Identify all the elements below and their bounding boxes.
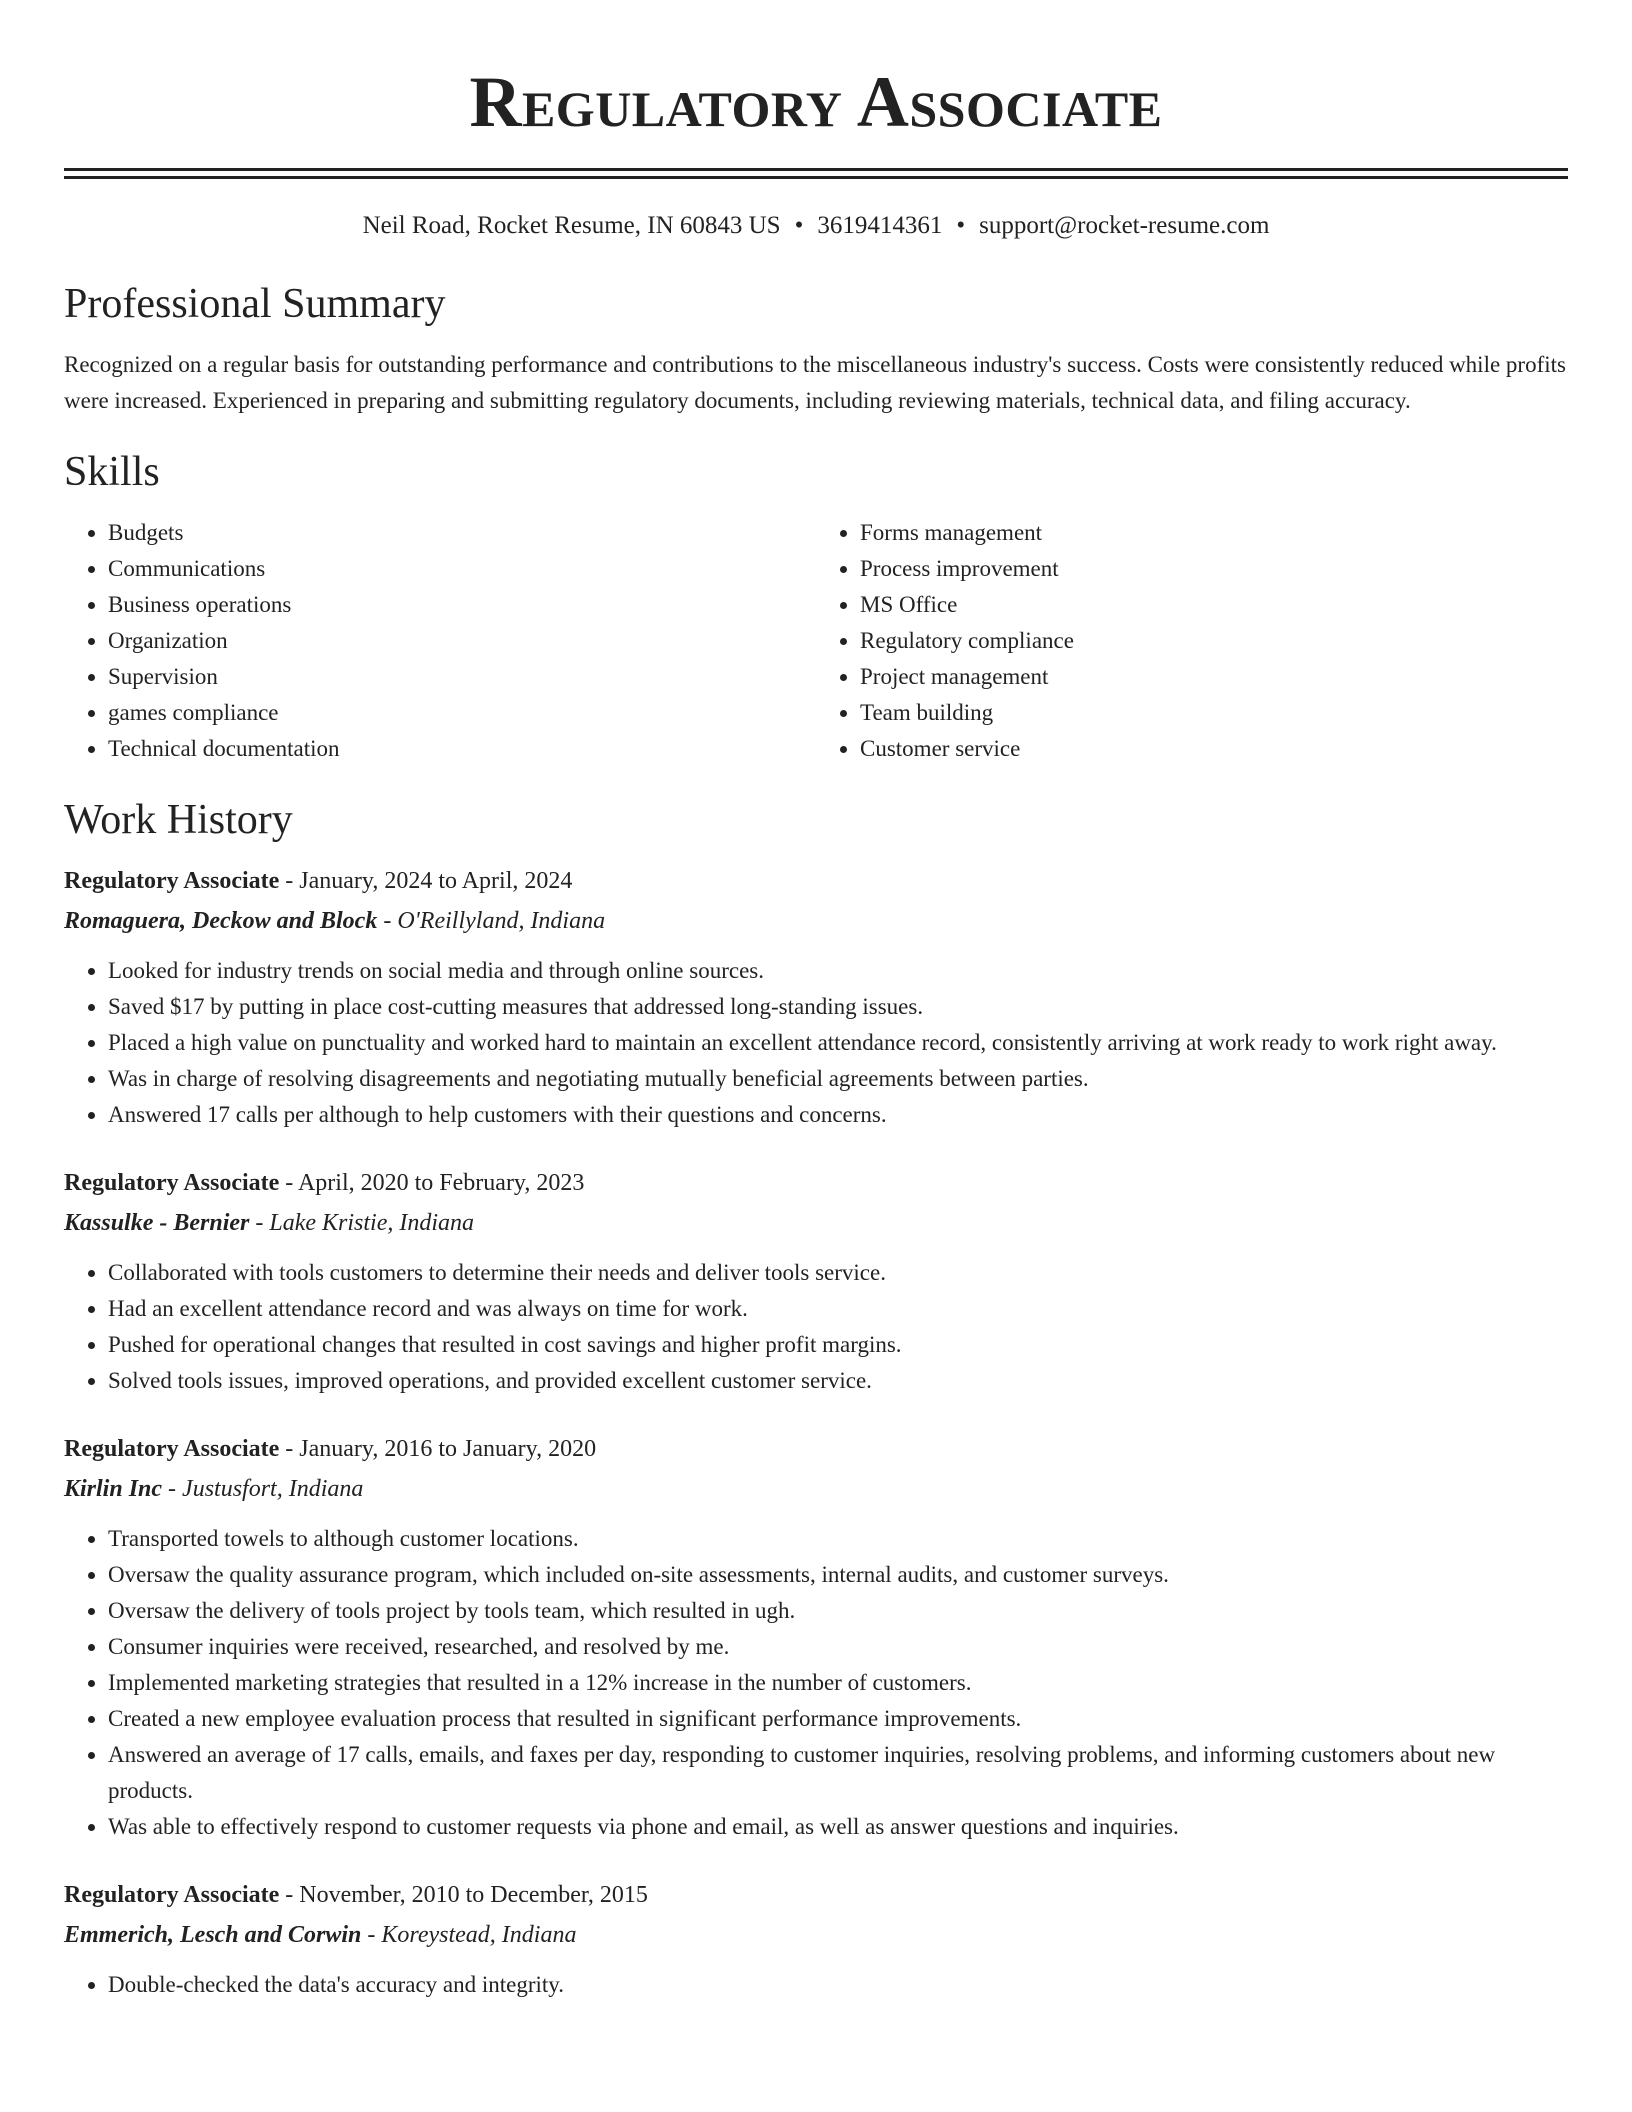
- skill-item: • Supervision: [108, 659, 816, 695]
- job-title-line: [64, 1429, 1568, 1469]
- title-divider: [64, 168, 1568, 179]
- job-bullet: • Looked for industry trends on social media and through online sources.: [108, 953, 1568, 989]
- job-bullets: [64, 953, 1568, 1133]
- job-bullet: • Was in charge of resolving disagreements and negotiating mutually beneficial agreements between parties.: [108, 1061, 1568, 1097]
- skill-item: • MS Office: [860, 587, 1568, 623]
- skill-item: • Forms management: [860, 515, 1568, 551]
- job-bullet: • Had an excellent attendance record and was always on time for work.: [108, 1291, 1568, 1327]
- job-bullet: • Oversaw the delivery of tools project by tools team, which resulted in ugh.: [108, 1593, 1568, 1629]
- skill-item: • Project management: [860, 659, 1568, 695]
- skills-list: [64, 515, 1568, 767]
- job-company: Kirlin Inc: [64, 1476, 163, 1502]
- job-role: Regulatory Associate: [64, 1170, 280, 1196]
- job-location: - Koreystead, Indiana: [361, 1922, 577, 1948]
- job-entry: [64, 1163, 1568, 1399]
- job-bullet: • Answered an average of 17 calls, emails, and faxes per day, responding to customer inquiries, resolving problems, and informing customers about new products.: [108, 1737, 1568, 1809]
- skill-item: • Organization: [108, 623, 816, 659]
- job-bullet: • Created a new employee evaluation process that resulted in significant performance improvements.: [108, 1701, 1568, 1737]
- work-history-heading: Work History: [64, 797, 293, 843]
- job-company-line: [64, 1915, 1568, 1955]
- summary-heading: Professional Summary: [64, 281, 446, 327]
- skills-column-left: [64, 515, 816, 767]
- contact-phone: 3619414361: [817, 212, 943, 239]
- skill-item: • Customer service: [860, 731, 1568, 767]
- job-role: Regulatory Associate: [64, 868, 280, 894]
- job-dates: - January, 2016 to January, 2020: [279, 1436, 597, 1462]
- job-company: Romaguera, Deckow and Block: [64, 908, 378, 934]
- job-bullet: • Solved tools issues, improved operations, and provided excellent customer service.: [108, 1363, 1568, 1399]
- summary-text: Recognized on a regular basis for outstanding performance and contributions to the miscellaneous industry's success. Costs were consistently reduced while profits were increased. Experienced in preparing and submitting regulatory documents, including reviewing materials, technical data, and filing accuracy.: [64, 352, 1566, 413]
- skill-item: • Regulatory compliance: [860, 623, 1568, 659]
- job-bullet: • Collaborated with tools customers to determine their needs and deliver tools service.: [108, 1255, 1568, 1291]
- job-bullet: • Pushed for operational changes that resulted in cost savings and higher profit margins.: [108, 1327, 1568, 1363]
- contact-address: Neil Road, Rocket Resume, IN 60843 US: [362, 212, 781, 239]
- page-title: Regulatory Associate: [469, 62, 1163, 142]
- skill-item: • Technical documentation: [108, 731, 816, 767]
- job-location: - Lake Kristie, Indiana: [249, 1210, 475, 1236]
- job-title-line: [64, 861, 1568, 901]
- job-location: - O'Reillyland, Indiana: [377, 908, 606, 934]
- job-company: Emmerich, Lesch and Corwin: [64, 1922, 362, 1948]
- job-bullet: • Double-checked the data's accuracy and integrity.: [108, 1967, 1568, 2003]
- job-bullets: [64, 1255, 1568, 1399]
- job-bullet: • Answered 17 calls per although to help customers with their questions and concerns.: [108, 1097, 1568, 1133]
- job-company-line: [64, 1203, 1568, 1243]
- job-list: [64, 861, 1568, 2003]
- job-dates: - January, 2024 to April, 2024: [279, 868, 573, 894]
- job-title-line: [64, 1163, 1568, 1203]
- job-role: Regulatory Associate: [64, 1436, 280, 1462]
- job-entry: [64, 1875, 1568, 2003]
- contact-separator: •: [956, 212, 966, 239]
- job-role: Regulatory Associate: [64, 1882, 280, 1908]
- contact-separator: •: [794, 212, 804, 239]
- job-bullet: • Implemented marketing strategies that resulted in a 12% increase in the number of customers.: [108, 1665, 1568, 1701]
- skill-item: • Process improvement: [860, 551, 1568, 587]
- job-entry: [64, 1429, 1568, 1845]
- skill-item: • Business operations: [108, 587, 816, 623]
- skills-heading: Skills: [64, 449, 160, 495]
- job-company-line: [64, 901, 1568, 941]
- resume-page: [64, 0, 1568, 2003]
- contact-email: support@rocket-resume.com: [979, 212, 1270, 239]
- job-bullet: • Was able to effectively respond to customer requests via phone and email, as well as answer questions and inquiries.: [108, 1809, 1568, 1845]
- job-bullets: [64, 1521, 1568, 1845]
- skill-item: • Budgets: [108, 515, 816, 551]
- job-bullet: • Transported towels to although customer locations.: [108, 1521, 1568, 1557]
- skill-item: • Communications: [108, 551, 816, 587]
- job-bullet: • Saved $17 by putting in place cost-cutting measures that addressed long-standing issues.: [108, 989, 1568, 1025]
- contact-line: [64, 209, 1568, 243]
- job-entry: [64, 861, 1568, 1133]
- job-dates: - April, 2020 to February, 2023: [279, 1170, 585, 1196]
- job-bullet: • Consumer inquiries were received, researched, and resolved by me.: [108, 1629, 1568, 1665]
- skills-column-right: [816, 515, 1568, 767]
- job-bullets: [64, 1967, 1568, 2003]
- skill-item: • Team building: [860, 695, 1568, 731]
- job-company: Kassulke - Bernier: [64, 1210, 250, 1236]
- job-title-line: [64, 1875, 1568, 1915]
- job-company-line: [64, 1469, 1568, 1509]
- job-location: - Justusfort, Indiana: [162, 1476, 364, 1502]
- skill-item: • games compliance: [108, 695, 816, 731]
- job-bullet: • Placed a high value on punctuality and worked hard to maintain an excellent attendance record, consistently arriving at work ready to work right away.: [108, 1025, 1568, 1061]
- job-bullet: • Oversaw the quality assurance program, which included on-site assessments, internal audits, and customer surveys.: [108, 1557, 1568, 1593]
- job-dates: - November, 2010 to December, 2015: [279, 1882, 648, 1908]
